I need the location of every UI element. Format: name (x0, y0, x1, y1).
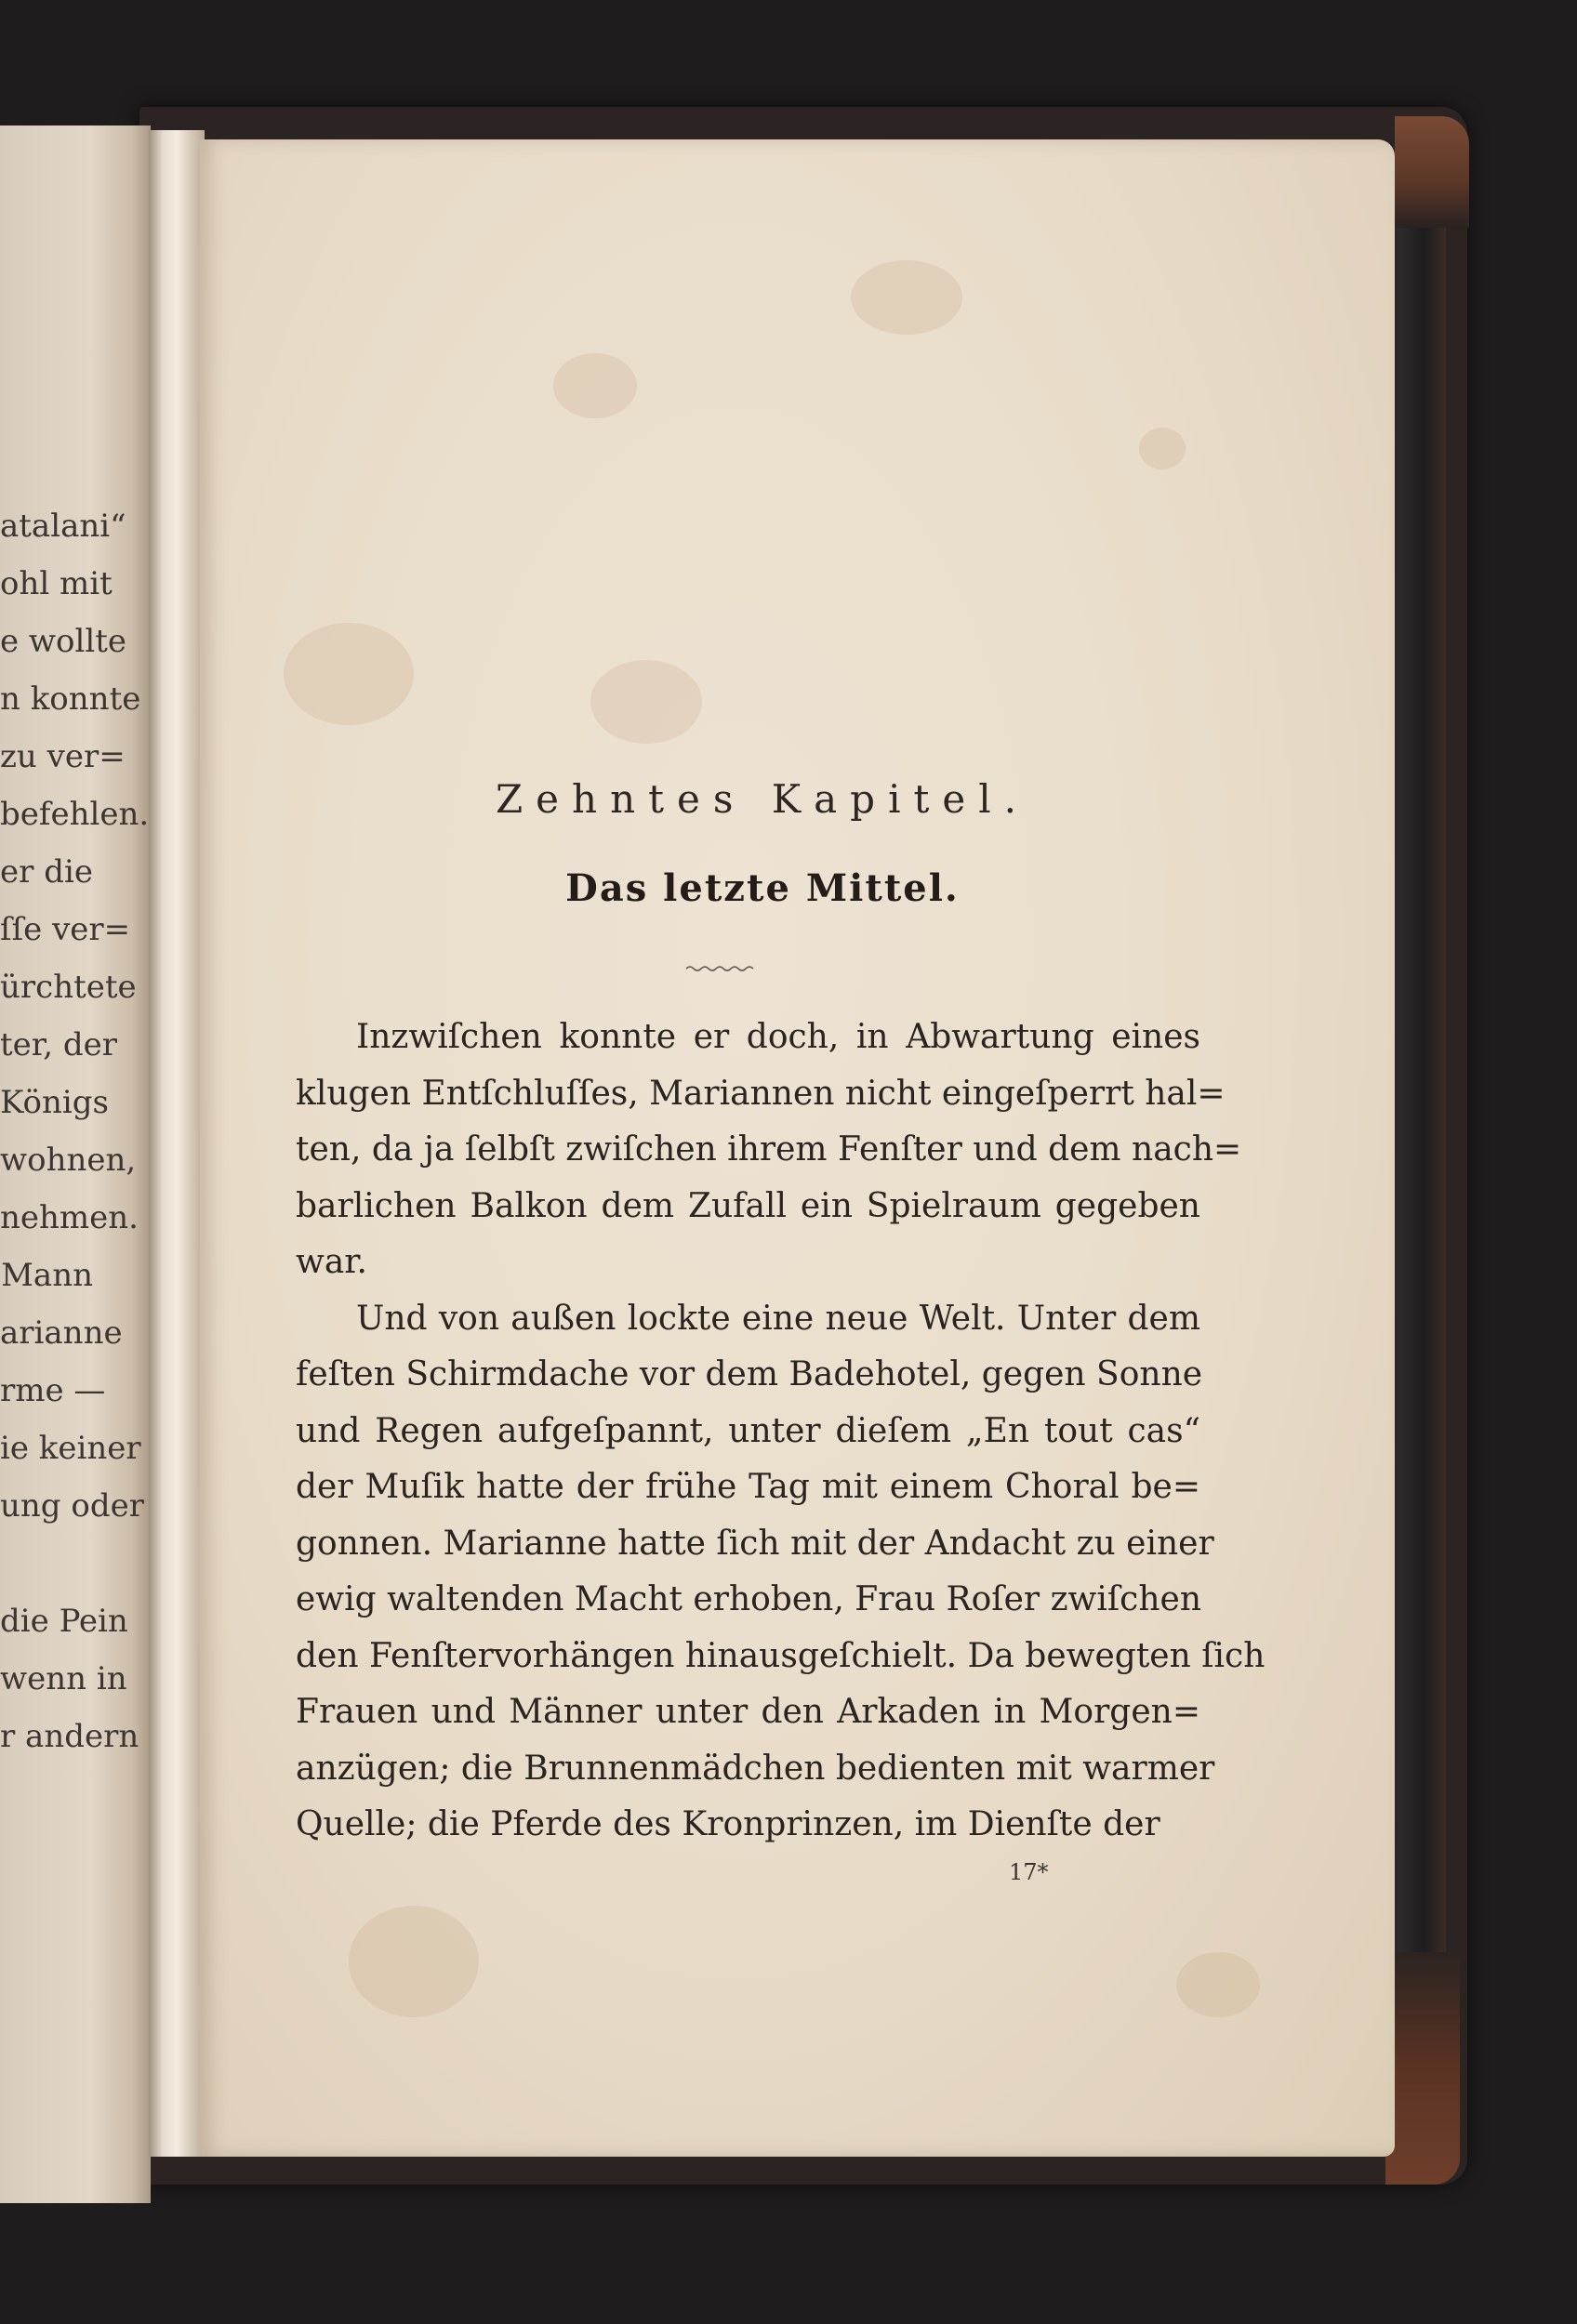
body-text (296, 1010, 1266, 1854)
left-page-line: ter, der (0, 1026, 118, 1063)
paragraph (296, 1010, 1242, 1291)
text-line: der Muſik hatte der frühe Tag mit einem Choral be= (296, 1468, 1200, 1506)
text-line: barlichen Balkon dem Zufall ein Spielraum gegeben (296, 1186, 1200, 1225)
text-line: feſten Schirmdache vor dem Badehotel, gegen Sonne (296, 1355, 1203, 1393)
left-page-line: Mann (1, 1257, 93, 1294)
cover-corner-top (1395, 116, 1469, 228)
text-line: gonnen. Marianne hatte ſich mit der Andacht zu einer (296, 1524, 1214, 1563)
chapter-title: Das letzte Mittel. (565, 866, 960, 910)
left-page-line: ie keiner (0, 1430, 141, 1467)
left-page-line: arianne (0, 1314, 123, 1352)
text-line: den Fenſtervorhängen hinausgeſchielt. Da bewegten ſich (296, 1636, 1266, 1675)
left-page-line: zu ver= (0, 738, 126, 775)
paragraph (296, 1291, 1266, 1854)
left-page-line: er die (0, 853, 93, 891)
paper-stain (1176, 1952, 1260, 2017)
paper-stain (553, 353, 637, 418)
paper-stain (1139, 428, 1186, 469)
left-page (0, 125, 151, 2203)
paper-stain (590, 660, 702, 744)
left-page-line: nehmen. (0, 1199, 139, 1236)
text-line: Quelle; die Pferde des Kronprinzen, im Dienſte der (296, 1805, 1160, 1843)
left-page-line: rme — (0, 1372, 106, 1409)
left-page-text (0, 497, 150, 1765)
left-page-line: wenn in (0, 1660, 127, 1697)
text-line: und Regen aufgeſpannt, unter dieſem „En tout cas“ (296, 1411, 1200, 1450)
left-page-line: n konnte (0, 680, 141, 718)
chapter-heading: Zehntes Kapitel. (495, 776, 1030, 822)
text-line: war. (296, 1243, 367, 1281)
left-page-line: ſſe ver= (0, 911, 131, 948)
page-gutter (149, 130, 205, 2157)
left-page-line: atalani“ (0, 508, 126, 545)
left-page-line: die Pein (0, 1603, 128, 1640)
left-page-line: ung oder (0, 1487, 144, 1525)
left-page-line: ohl mit (0, 565, 113, 602)
text-line: Frauen und Männer unter den Arkaden in Morgen= (296, 1693, 1200, 1731)
left-page-line: Königs (0, 1084, 109, 1121)
paper-stain (284, 623, 414, 725)
cover-corner-bottom (1385, 1952, 1460, 2185)
paper-stain (349, 1906, 479, 2017)
left-page-line: wohnen, (0, 1142, 137, 1179)
left-page-line: befehlen. (0, 796, 150, 833)
page-number: 17* (1009, 1859, 1049, 1885)
text-line: anzügen; die Brunnenmädchen bedienten mit warmer (296, 1749, 1215, 1788)
text-line: ten, da ja ſelbſt zwiſchen ihrem Fenſter und dem nach= (296, 1130, 1242, 1169)
text-line: ewig waltenden Macht erhoben, Frau Roſer zwiſchen (296, 1580, 1202, 1618)
left-page-line: r andern (0, 1718, 139, 1755)
text-line: Und von außen lockte eine neue Welt. Unter dem (356, 1299, 1200, 1338)
paper-stain (851, 260, 962, 335)
title-ornament (684, 963, 755, 974)
left-page-line: ürchtete (0, 969, 137, 1006)
text-line: klugen Entſchluſſes, Mariannen nicht eingeſperrt hal= (296, 1074, 1226, 1113)
left-page-line (0, 1535, 93, 1592)
left-page-line: e wollte (0, 623, 127, 660)
text-line: Inzwiſchen konnte er doch, in Abwartung eines (356, 1018, 1200, 1056)
